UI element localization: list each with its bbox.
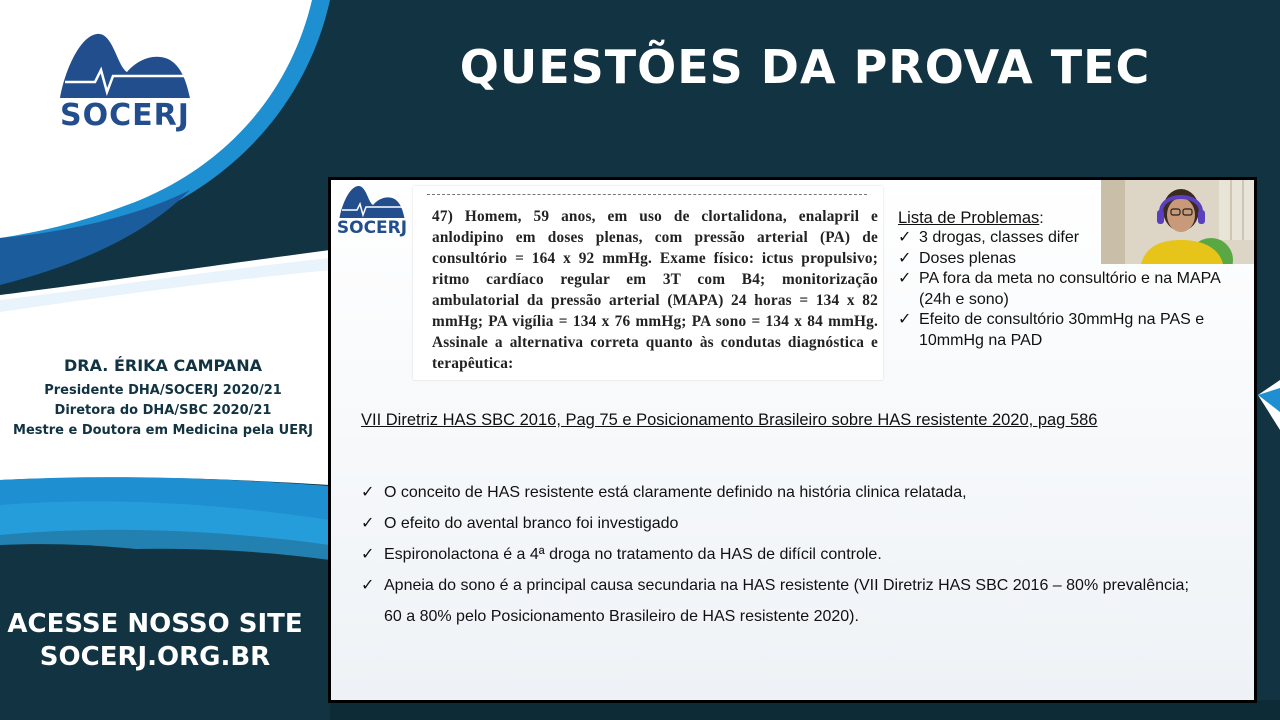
presentation-slide <box>331 180 1254 700</box>
checkmark-icon: ✓ <box>898 311 912 328</box>
problem-text: Doses plenas <box>919 249 1016 267</box>
checkmark-icon: ✓ <box>361 484 375 501</box>
problem-text: Efeito de consultório 30mmHg na PAS e 10mmHg na PAD <box>919 311 1205 349</box>
divider <box>427 194 867 195</box>
presenter-info <box>0 356 326 441</box>
bullet-text: O conceito de HAS resistente está claramente definido na história clinica relatada, <box>384 484 967 501</box>
list-item <box>898 310 1238 351</box>
presenter-role-3: Mestre e Doutora em Medicina pela UERJ <box>13 423 313 438</box>
question-text: 47) Homem, 59 anos, em uso de clortalidona, enalapril e anlodipino em doses plenas, com pressão arterial (PA) de consultório = 164 x 92 mmHg. Exame físico: ictus propulsivo; ritmo cardíaco regular em 3T com B4; monitorização ambulatorial da pressão arterial (MAPA) 24 horas = 134 x 82 mmHg; PA vigília = 134 x 76 mmHg; PA sono = 134 x 84 mmHg. Assinale a alternativa correta quanto às condutas diagnóstica e terapêutica: <box>432 208 878 372</box>
checkmark-icon: ✓ <box>898 229 912 246</box>
guideline-reference: VII Diretriz HAS SBC 2016, Pag 75 e Posicionamento Brasileiro sobre HAS resistente 2020, pag 586 <box>361 411 1098 429</box>
list-item <box>361 539 1211 570</box>
page-title: QUESTÕES DA PROVA TEC <box>459 40 1151 94</box>
presenter-name: DRA. ÉRIKA CAMPANA <box>64 356 262 375</box>
problem-text: PA fora da meta no consultório e na MAPA (24h e sono) <box>919 270 1220 308</box>
logo-text: SOCERJ <box>60 98 190 133</box>
slide-logo-text: SOCERJ <box>336 218 408 238</box>
bullet-text: Espironolactona é a 4ª droga no tratamento da HAS de difícil controle. <box>384 546 882 563</box>
site-call-to-action: ACESSE NOSSO SITE <box>7 609 303 639</box>
bullet-text: O efeito do avental branco foi investigado <box>384 515 679 532</box>
socerj-logo <box>55 30 195 140</box>
list-item <box>361 508 1211 539</box>
answer-bullets <box>361 477 1211 632</box>
problem-list-colon: : <box>1039 210 1044 227</box>
slide-socerj-logo <box>335 184 409 244</box>
list-item <box>361 477 1211 508</box>
question-box <box>413 186 883 380</box>
bullet-text: Apneia do sono é a principal causa secundaria na HAS resistente (VII Diretriz HAS SBC 2016 – 80% prevalência; 60 a 80% pelo Posicionamento Brasileiro de HAS resistente 2020). <box>384 577 1189 625</box>
webcam-overlay[interactable] <box>1101 180 1254 264</box>
checkmark-icon: ✓ <box>361 577 375 594</box>
site-banner <box>0 608 310 674</box>
checkmark-icon: ✓ <box>361 546 375 563</box>
presenter-role-1: Presidente DHA/SOCERJ 2020/21 <box>44 383 282 398</box>
sugarloaf-mountain-icon <box>55 30 195 102</box>
checkmark-icon: ✓ <box>898 270 912 287</box>
presentation-slide-frame <box>328 177 1257 703</box>
checkmark-icon: ✓ <box>361 515 375 532</box>
site-url[interactable]: SOCERJ.ORG.BR <box>39 642 271 672</box>
list-item <box>898 269 1238 310</box>
problem-list-title: Lista de Problemas <box>898 209 1040 227</box>
problem-text: 3 drogas, classes difer <box>919 229 1080 246</box>
list-item <box>361 570 1211 632</box>
presenter-role-2: Diretora do DHA/SBC 2020/21 <box>54 403 272 418</box>
presenter-video <box>1101 180 1254 264</box>
checkmark-icon: ✓ <box>898 249 912 267</box>
sugarloaf-mountain-icon <box>335 184 409 220</box>
